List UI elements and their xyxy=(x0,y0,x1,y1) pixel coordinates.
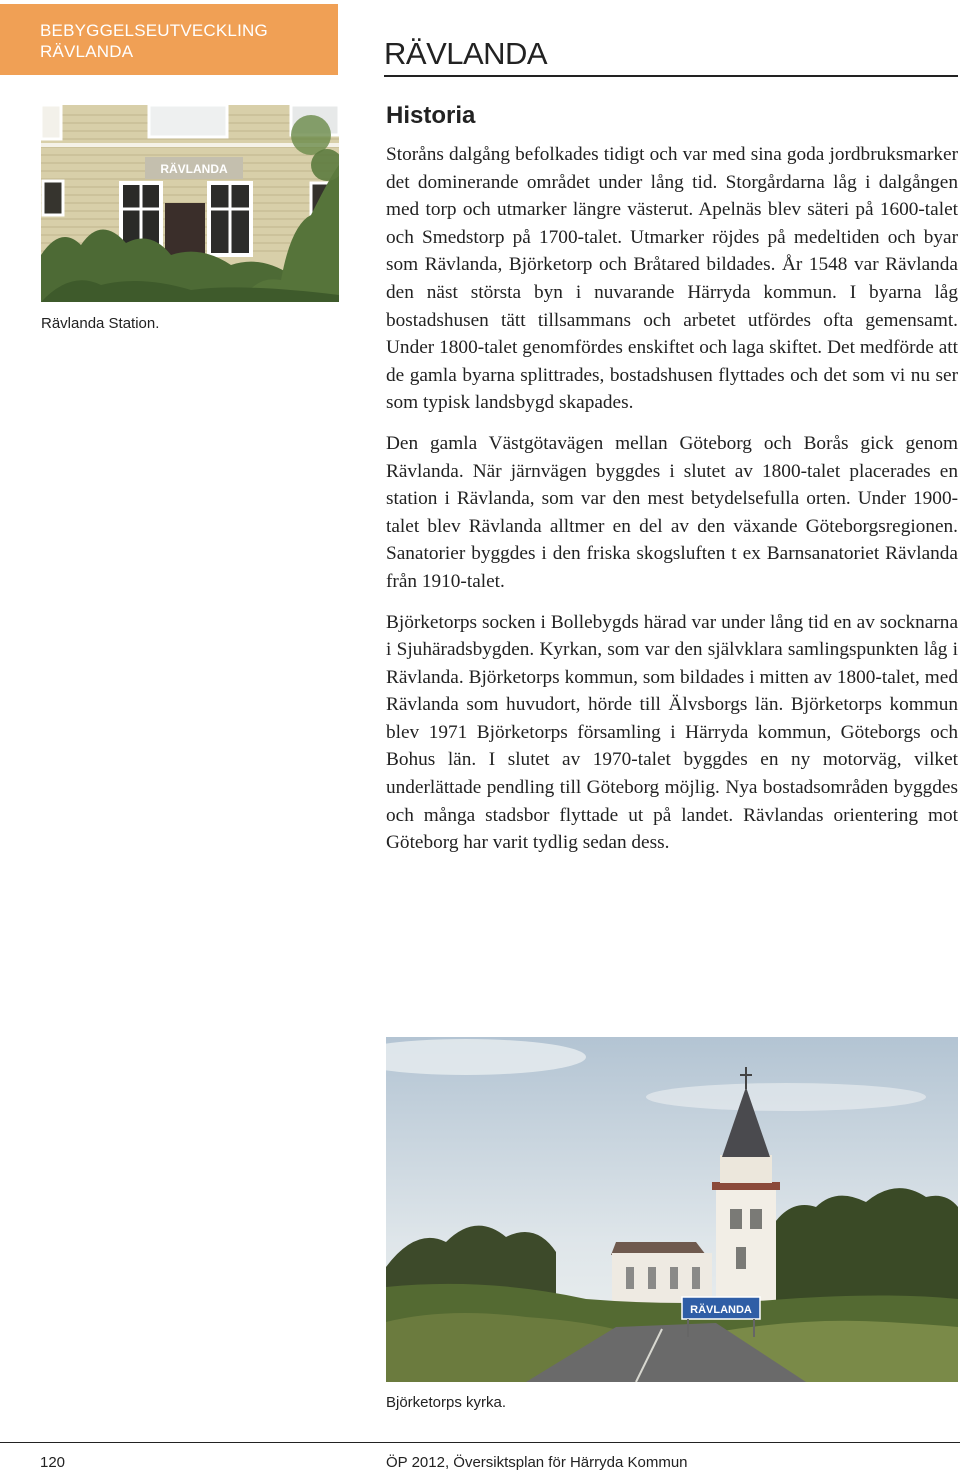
paragraph: Storåns dalgång befolkades tidigt och var med sina goda jordbruksmarker det dominerande området under lång tid. Storgårdarna låg i dalgången med torp och utmarker längre västerut. Apelnäs blev säteri på 1600-talet och Smedstorp på 1700-talet. Utmarker röjdes på medeltiden och byar som Rävlanda, Björketorp och Bråtared bildades. År 1548 var Rävlanda den näst största byn i nuvarande Härryda kommun. I byarna låg bostadshusen tätt tillsammans och arbetet utfördes ofta gemensamt. Under 1800-talet genomfördes enskiftet och laga skiftet. Det medförde att de gamla byarna splittrades, bostadshusen flyttades och det som vi nu ser som typisk landsbygd skapades. xyxy=(386,144,958,414)
body-text xyxy=(386,141,958,870)
station-photo-caption: Rävlanda Station. xyxy=(41,315,160,332)
footer-divider xyxy=(0,1442,960,1443)
church-photo xyxy=(386,1037,958,1382)
section-tab-line2: RÄVLANDA xyxy=(40,42,134,61)
paragraph: Björketorps socken i Bollebygds härad var under lång tid en av socknarna i Sjuhäradsbygden. Kyrkan, som var den självklara samlingspunkten låg i Rävlanda. Björketorps kommun, som bildades i mitten av 1800-talet, med Rävlanda som huvudort, hörde till Älvsborgs län. Björketorps kommun blev 1971 Björketorps församling i Härryda kommun, Göteborgs och Bohus län. I slutet av 1970-talet byggdes en ny motorväg, vilket underlättade pendling till Göteborg möjlig. Nya bostadsområden byggdes och många stadsbor flyttade ut på landet. Rävlandas orientering mot Göteborg har varit tydlig sedan dess. xyxy=(386,611,958,854)
section-heading: Historia xyxy=(386,102,476,129)
church-photo-caption: Björketorps kyrka. xyxy=(386,1394,507,1411)
paragraph: Den gamla Västgötavägen mellan Göteborg och Borås gick genom Rävlanda. När järnvägen byggdes i slutet av 1800-talet placerades en station i Rävlanda, som var den mest betydelsefulla orten. Under 1900-talet blev Rävlanda alltmer en del av den växande Göteborgsregionen. Sanatorier byggdes i den friska skogsluften t ex Barnsanatoriet Rävlanda från 1910-talet. xyxy=(386,432,958,592)
footer-text: ÖP 2012, Översiktsplan för Härryda Kommun xyxy=(386,1454,688,1471)
page-number: 120 xyxy=(40,1454,66,1471)
station-photo xyxy=(41,105,339,302)
title-divider xyxy=(384,75,958,77)
page-title: RÄVLANDA xyxy=(384,36,548,71)
section-tab-line1: BEBYGGELSEUTVECKLING xyxy=(40,21,268,40)
road-sign: RÄVLANDA xyxy=(690,1304,752,1316)
station-sign: RÄVLANDA xyxy=(160,162,228,176)
section-tab xyxy=(0,4,338,75)
